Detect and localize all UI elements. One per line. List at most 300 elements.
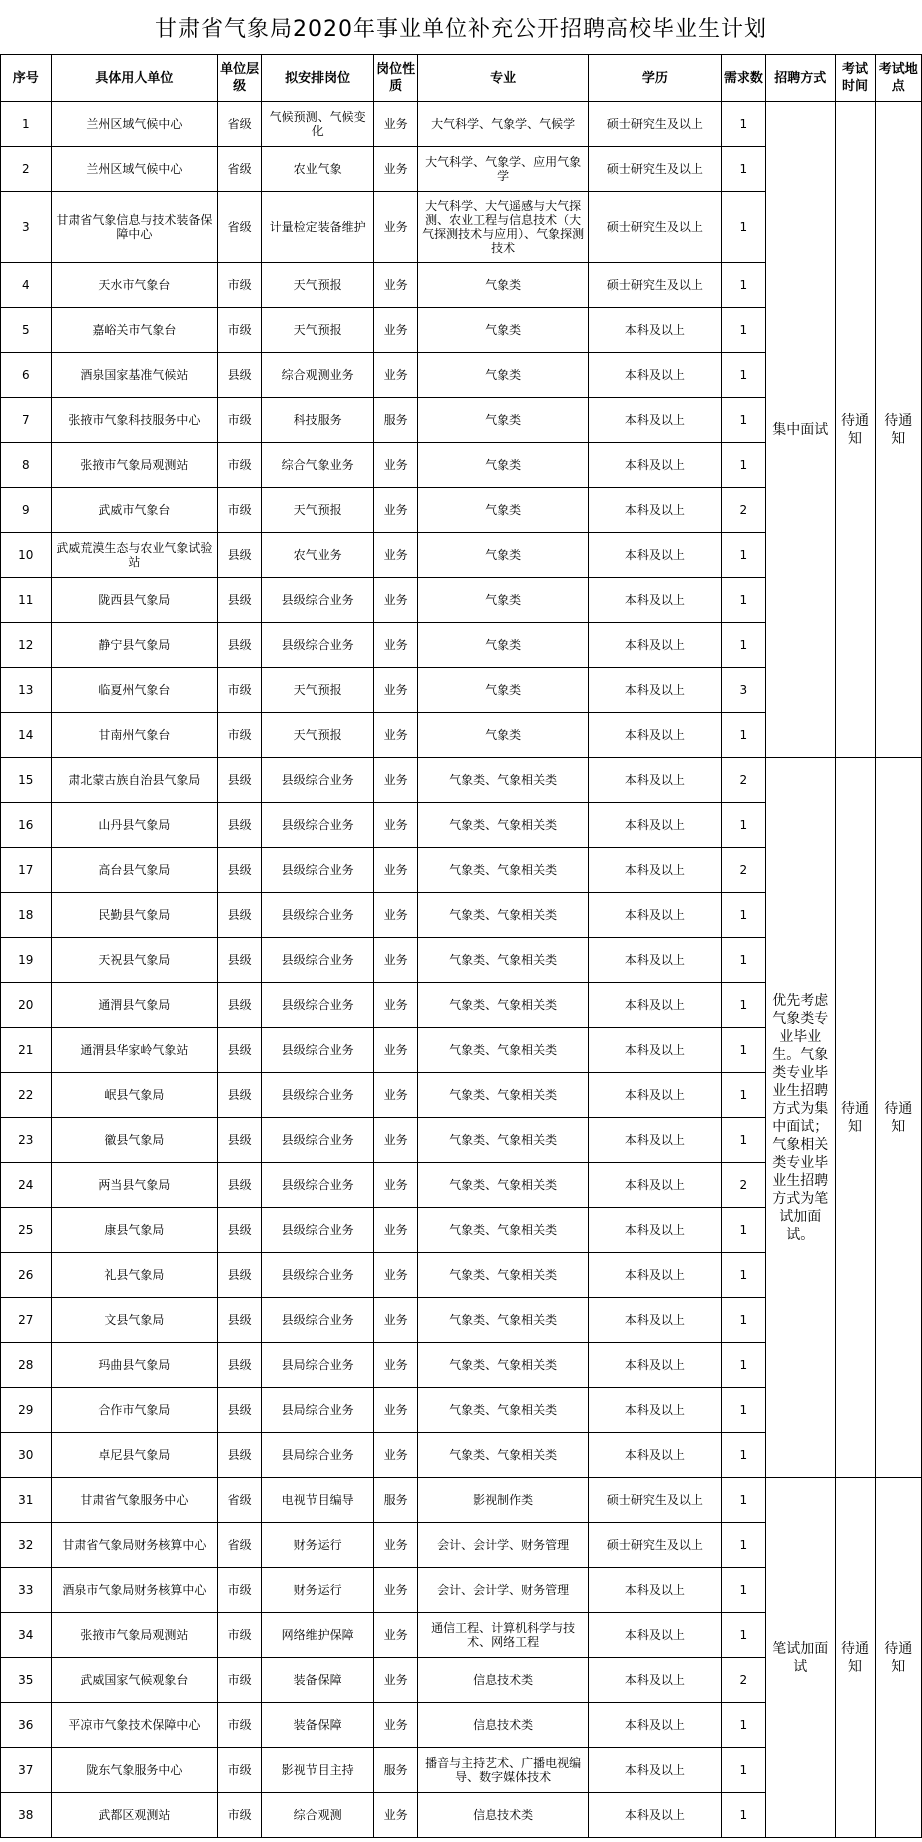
- cell-count: 1: [721, 983, 765, 1028]
- cell-count: 1: [721, 938, 765, 983]
- cell-education: 本科及以上: [588, 1433, 721, 1478]
- cell-major: 气象类、气象相关类: [418, 848, 589, 893]
- cell-education: 本科及以上: [588, 938, 721, 983]
- cell-no: 18: [1, 893, 52, 938]
- cell-education: 本科及以上: [588, 803, 721, 848]
- cell-count: 1: [721, 1253, 765, 1298]
- cell-post: 天气预报: [262, 713, 374, 758]
- cell-nature: 业务: [374, 1163, 418, 1208]
- cell-nature: 业务: [374, 848, 418, 893]
- cell-count: 1: [721, 893, 765, 938]
- cell-no: 10: [1, 533, 52, 578]
- cell-post: 网络维护保障: [262, 1613, 374, 1658]
- cell-education: 本科及以上: [588, 1568, 721, 1613]
- cell-major: 气象类、气象相关类: [418, 1253, 589, 1298]
- cell-no: 5: [1, 308, 52, 353]
- cell-unit: 高台县气象局: [51, 848, 217, 893]
- cell-count: 1: [721, 1118, 765, 1163]
- cell-unit: 嘉峪关市气象台: [51, 308, 217, 353]
- cell-education: 硕士研究生及以上: [588, 102, 721, 147]
- cell-major: 大气科学、气象学、气候学: [418, 102, 589, 147]
- cell-nature: 业务: [374, 1793, 418, 1838]
- cell-major: 气象类、气象相关类: [418, 1388, 589, 1433]
- cell-education: 硕士研究生及以上: [588, 1523, 721, 1568]
- cell-major: 气象类、气象相关类: [418, 893, 589, 938]
- cell-post: 县局综合业务: [262, 1388, 374, 1433]
- header-method: 招聘方式: [765, 55, 835, 102]
- cell-count: 2: [721, 1163, 765, 1208]
- cell-nature: 业务: [374, 803, 418, 848]
- page-title: 甘肃省气象局2020年事业单位补充公开招聘高校毕业生计划: [0, 0, 922, 55]
- cell-unit: 玛曲县气象局: [51, 1343, 217, 1388]
- cell-unit: 甘肃省气象信息与技术装备保障中心: [51, 192, 217, 263]
- cell-education: 本科及以上: [588, 1703, 721, 1748]
- cell-education: 硕士研究生及以上: [588, 1478, 721, 1523]
- cell-unit: 民勤县气象局: [51, 893, 217, 938]
- cell-education: 本科及以上: [588, 1298, 721, 1343]
- cell-unit: 岷县气象局: [51, 1073, 217, 1118]
- cell-unit: 酒泉国家基准气候站: [51, 353, 217, 398]
- cell-education: 本科及以上: [588, 1028, 721, 1073]
- cell-nature: 业务: [374, 668, 418, 713]
- header-unit: 具体用人单位: [51, 55, 217, 102]
- cell-post: 县级综合业务: [262, 1028, 374, 1073]
- cell-no: 9: [1, 488, 52, 533]
- cell-unit: 静宁县气象局: [51, 623, 217, 668]
- cell-no: 1: [1, 102, 52, 147]
- cell-nature: 业务: [374, 308, 418, 353]
- cell-nature: 业务: [374, 1703, 418, 1748]
- cell-major: 气象类、气象相关类: [418, 1298, 589, 1343]
- cell-level: 市级: [218, 1568, 262, 1613]
- cell-major: 气象类: [418, 488, 589, 533]
- cell-count: 1: [721, 1523, 765, 1568]
- cell-post: 县级综合业务: [262, 623, 374, 668]
- cell-no: 2: [1, 147, 52, 192]
- cell-post: 电视节目编导: [262, 1478, 374, 1523]
- cell-level: 县级: [218, 353, 262, 398]
- cell-unit: 天祝县气象局: [51, 938, 217, 983]
- cell-nature: 业务: [374, 1298, 418, 1343]
- cell-nature: 业务: [374, 1433, 418, 1478]
- cell-nature: 服务: [374, 398, 418, 443]
- cell-education: 本科及以上: [588, 1253, 721, 1298]
- cell-post: 农气业务: [262, 533, 374, 578]
- cell-unit: 武都区观测站: [51, 1793, 217, 1838]
- cell-unit: 通渭县气象局: [51, 983, 217, 1028]
- cell-post: 综合观测: [262, 1793, 374, 1838]
- cell-education: 本科及以上: [588, 1613, 721, 1658]
- header-post: 拟安排岗位: [262, 55, 374, 102]
- cell-post: 县级综合业务: [262, 1208, 374, 1253]
- cell-unit: 肃北蒙古族自治县气象局: [51, 758, 217, 803]
- table-row: [1, 1478, 922, 1523]
- header-no: 序号: [1, 55, 52, 102]
- cell-major: 气象类: [418, 533, 589, 578]
- cell-level: 县级: [218, 893, 262, 938]
- cell-count: 3: [721, 668, 765, 713]
- cell-unit: 山丹县气象局: [51, 803, 217, 848]
- cell-count: 1: [721, 1073, 765, 1118]
- table-body: [1, 102, 922, 1838]
- cell-education: 本科及以上: [588, 1793, 721, 1838]
- cell-nature: 业务: [374, 488, 418, 533]
- cell-exam-place: 待通知: [875, 758, 921, 1478]
- cell-no: 36: [1, 1703, 52, 1748]
- cell-level: 县级: [218, 758, 262, 803]
- cell-post: 天气预报: [262, 308, 374, 353]
- cell-post: 财务运行: [262, 1568, 374, 1613]
- cell-education: 本科及以上: [588, 1343, 721, 1388]
- cell-major: 气象类: [418, 578, 589, 623]
- cell-level: 县级: [218, 533, 262, 578]
- cell-count: 1: [721, 1568, 765, 1613]
- cell-major: 气象类、气象相关类: [418, 1208, 589, 1253]
- cell-count: 1: [721, 533, 765, 578]
- cell-post: 影视节目主持: [262, 1748, 374, 1793]
- cell-no: 7: [1, 398, 52, 443]
- cell-no: 14: [1, 713, 52, 758]
- cell-level: 县级: [218, 1388, 262, 1433]
- cell-count: 1: [721, 1028, 765, 1073]
- cell-unit: 文县气象局: [51, 1298, 217, 1343]
- cell-level: 市级: [218, 1703, 262, 1748]
- cell-unit: 武威荒漠生态与农业气象试验站: [51, 533, 217, 578]
- cell-count: 2: [721, 1658, 765, 1703]
- cell-no: 12: [1, 623, 52, 668]
- cell-education: 本科及以上: [588, 398, 721, 443]
- cell-major: 气象类: [418, 623, 589, 668]
- cell-major: 气象类、气象相关类: [418, 1118, 589, 1163]
- cell-no: 20: [1, 983, 52, 1028]
- cell-unit: 临夏州气象台: [51, 668, 217, 713]
- cell-no: 19: [1, 938, 52, 983]
- cell-major: 气象类、气象相关类: [418, 803, 589, 848]
- cell-count: 1: [721, 1793, 765, 1838]
- cell-major: 气象类: [418, 308, 589, 353]
- cell-nature: 业务: [374, 147, 418, 192]
- table-row: [1, 102, 922, 147]
- cell-method: 笔试加面试: [765, 1478, 835, 1838]
- cell-post: 县局综合业务: [262, 1433, 374, 1478]
- cell-no: 37: [1, 1748, 52, 1793]
- cell-unit: 张掖市气象科技服务中心: [51, 398, 217, 443]
- cell-no: 3: [1, 192, 52, 263]
- cell-education: 硕士研究生及以上: [588, 147, 721, 192]
- cell-count: 1: [721, 1613, 765, 1658]
- cell-level: 市级: [218, 1793, 262, 1838]
- cell-nature: 业务: [374, 533, 418, 578]
- cell-post: 县级综合业务: [262, 938, 374, 983]
- cell-no: 15: [1, 758, 52, 803]
- cell-nature: 业务: [374, 192, 418, 263]
- cell-unit: 张掖市气象局观测站: [51, 1613, 217, 1658]
- cell-unit: 徽县气象局: [51, 1118, 217, 1163]
- cell-level: 县级: [218, 578, 262, 623]
- cell-level: 省级: [218, 102, 262, 147]
- cell-nature: 业务: [374, 102, 418, 147]
- cell-no: 26: [1, 1253, 52, 1298]
- cell-nature: 业务: [374, 758, 418, 803]
- cell-post: 装备保障: [262, 1703, 374, 1748]
- cell-major: 气象类、气象相关类: [418, 1343, 589, 1388]
- cell-unit: 甘南州气象台: [51, 713, 217, 758]
- cell-level: 市级: [218, 398, 262, 443]
- cell-unit: 礼县气象局: [51, 1253, 217, 1298]
- cell-major: 气象类、气象相关类: [418, 983, 589, 1028]
- cell-no: 24: [1, 1163, 52, 1208]
- cell-major: 气象类: [418, 713, 589, 758]
- cell-post: 综合气象业务: [262, 443, 374, 488]
- table-row: [1, 758, 922, 803]
- header-level: 单位层级: [218, 55, 262, 102]
- cell-major: 播音与主持艺术、广播电视编导、数字媒体技术: [418, 1748, 589, 1793]
- cell-major: 气象类、气象相关类: [418, 1433, 589, 1478]
- cell-unit: 酒泉市气象局财务核算中心: [51, 1568, 217, 1613]
- cell-count: 1: [721, 147, 765, 192]
- cell-unit: 陇西县气象局: [51, 578, 217, 623]
- cell-education: 本科及以上: [588, 488, 721, 533]
- cell-level: 市级: [218, 668, 262, 713]
- cell-unit: 张掖市气象局观测站: [51, 443, 217, 488]
- cell-education: 本科及以上: [588, 668, 721, 713]
- cell-unit: 合作市气象局: [51, 1388, 217, 1433]
- cell-count: 2: [721, 848, 765, 893]
- cell-no: 11: [1, 578, 52, 623]
- cell-no: 28: [1, 1343, 52, 1388]
- cell-major: 信息技术类: [418, 1703, 589, 1748]
- cell-no: 30: [1, 1433, 52, 1478]
- cell-level: 县级: [218, 1343, 262, 1388]
- header-exam-time: 考试时间: [835, 55, 875, 102]
- cell-nature: 服务: [374, 1478, 418, 1523]
- cell-post: 县级综合业务: [262, 1298, 374, 1343]
- cell-post: 装备保障: [262, 1658, 374, 1703]
- cell-nature: 业务: [374, 1208, 418, 1253]
- cell-method: 集中面试: [765, 102, 835, 758]
- cell-no: 35: [1, 1658, 52, 1703]
- cell-unit: 武威市气象台: [51, 488, 217, 533]
- cell-count: 1: [721, 1343, 765, 1388]
- cell-post: 县级综合业务: [262, 1118, 374, 1163]
- cell-major: 气象类、气象相关类: [418, 938, 589, 983]
- cell-count: 1: [721, 443, 765, 488]
- cell-no: 17: [1, 848, 52, 893]
- cell-count: 1: [721, 102, 765, 147]
- header-nature: 岗位性质: [374, 55, 418, 102]
- cell-nature: 业务: [374, 623, 418, 668]
- cell-no: 16: [1, 803, 52, 848]
- cell-count: 1: [721, 1748, 765, 1793]
- cell-no: 32: [1, 1523, 52, 1568]
- cell-exam-time: 待通知: [835, 102, 875, 758]
- cell-education: 本科及以上: [588, 983, 721, 1028]
- cell-no: 34: [1, 1613, 52, 1658]
- cell-nature: 服务: [374, 1748, 418, 1793]
- cell-post: 县级综合业务: [262, 1253, 374, 1298]
- cell-major: 信息技术类: [418, 1793, 589, 1838]
- cell-education: 本科及以上: [588, 1163, 721, 1208]
- cell-no: 8: [1, 443, 52, 488]
- cell-level: 县级: [218, 938, 262, 983]
- cell-no: 27: [1, 1298, 52, 1343]
- cell-nature: 业务: [374, 1028, 418, 1073]
- cell-major: 气象类: [418, 443, 589, 488]
- cell-nature: 业务: [374, 1523, 418, 1568]
- cell-education: 本科及以上: [588, 1073, 721, 1118]
- cell-level: 县级: [218, 1433, 262, 1478]
- cell-post: 科技服务: [262, 398, 374, 443]
- cell-level: 市级: [218, 308, 262, 353]
- cell-count: 1: [721, 192, 765, 263]
- cell-count: 1: [721, 398, 765, 443]
- cell-exam-time: 待通知: [835, 1478, 875, 1838]
- cell-nature: 业务: [374, 1613, 418, 1658]
- cell-post: 县级综合业务: [262, 803, 374, 848]
- cell-no: 33: [1, 1568, 52, 1613]
- cell-unit: 甘肃省气象服务中心: [51, 1478, 217, 1523]
- cell-major: 大气科学、大气遥感与大气探测、农业工程与信息技术（大气探测技术与应用）、气象探测技术: [418, 192, 589, 263]
- cell-unit: 兰州区域气候中心: [51, 102, 217, 147]
- header-major: 专业: [418, 55, 589, 102]
- cell-count: 1: [721, 713, 765, 758]
- cell-major: 通信工程、计算机科学与技术、网络工程: [418, 1613, 589, 1658]
- cell-nature: 业务: [374, 1343, 418, 1388]
- cell-nature: 业务: [374, 983, 418, 1028]
- cell-unit: 甘肃省气象局财务核算中心: [51, 1523, 217, 1568]
- cell-unit: 兰州区域气候中心: [51, 147, 217, 192]
- cell-count: 1: [721, 1388, 765, 1433]
- cell-education: 本科及以上: [588, 353, 721, 398]
- cell-unit: 天水市气象台: [51, 263, 217, 308]
- cell-education: 本科及以上: [588, 623, 721, 668]
- cell-unit: 陇东气象服务中心: [51, 1748, 217, 1793]
- cell-nature: 业务: [374, 1073, 418, 1118]
- cell-major: 影视制作类: [418, 1478, 589, 1523]
- cell-post: 天气预报: [262, 668, 374, 713]
- cell-education: 本科及以上: [588, 893, 721, 938]
- cell-post: 农业气象: [262, 147, 374, 192]
- cell-major: 气象类: [418, 668, 589, 713]
- cell-exam-time: 待通知: [835, 758, 875, 1478]
- cell-education: 本科及以上: [588, 758, 721, 803]
- cell-unit: 平凉市气象技术保障中心: [51, 1703, 217, 1748]
- cell-level: 县级: [218, 1028, 262, 1073]
- cell-no: 31: [1, 1478, 52, 1523]
- cell-education: 本科及以上: [588, 1658, 721, 1703]
- cell-major: 会计、会计学、财务管理: [418, 1523, 589, 1568]
- cell-level: 省级: [218, 1478, 262, 1523]
- cell-count: 1: [721, 1703, 765, 1748]
- cell-major: 气象类: [418, 353, 589, 398]
- cell-level: 县级: [218, 1073, 262, 1118]
- cell-level: 市级: [218, 1748, 262, 1793]
- cell-level: 市级: [218, 1658, 262, 1703]
- cell-nature: 业务: [374, 1118, 418, 1163]
- cell-no: 23: [1, 1118, 52, 1163]
- cell-level: 县级: [218, 1253, 262, 1298]
- cell-education: 本科及以上: [588, 443, 721, 488]
- cell-nature: 业务: [374, 893, 418, 938]
- cell-unit: 康县气象局: [51, 1208, 217, 1253]
- cell-no: 29: [1, 1388, 52, 1433]
- cell-education: 本科及以上: [588, 1208, 721, 1253]
- cell-exam-place: 待通知: [875, 102, 921, 758]
- cell-nature: 业务: [374, 443, 418, 488]
- cell-post: 气候预测、气候变化: [262, 102, 374, 147]
- cell-major: 大气科学、气象学、应用气象学: [418, 147, 589, 192]
- cell-no: 22: [1, 1073, 52, 1118]
- cell-post: 县级综合业务: [262, 1163, 374, 1208]
- cell-post: 计量检定装备维护: [262, 192, 374, 263]
- cell-nature: 业务: [374, 713, 418, 758]
- cell-education: 本科及以上: [588, 713, 721, 758]
- cell-level: 县级: [218, 1298, 262, 1343]
- cell-no: 21: [1, 1028, 52, 1073]
- cell-level: 市级: [218, 263, 262, 308]
- cell-count: 1: [721, 308, 765, 353]
- cell-education: 本科及以上: [588, 1388, 721, 1433]
- cell-post: 综合观测业务: [262, 353, 374, 398]
- cell-unit: 通渭县华家岭气象站: [51, 1028, 217, 1073]
- cell-major: 会计、会计学、财务管理: [418, 1568, 589, 1613]
- cell-unit: 两当县气象局: [51, 1163, 217, 1208]
- cell-count: 1: [721, 1208, 765, 1253]
- cell-count: 2: [721, 488, 765, 533]
- cell-level: 市级: [218, 1613, 262, 1658]
- cell-method: 优先考虑气象类专业毕业生。气象类专业毕业生招聘方式为集中面试；气象相关类专业毕业生招聘方式为笔试加面试。: [765, 758, 835, 1478]
- cell-nature: 业务: [374, 1253, 418, 1298]
- cell-education: 本科及以上: [588, 578, 721, 623]
- cell-no: 4: [1, 263, 52, 308]
- cell-post: 县局综合业务: [262, 1343, 374, 1388]
- cell-post: 天气预报: [262, 263, 374, 308]
- cell-level: 市级: [218, 488, 262, 533]
- recruitment-table: [0, 54, 922, 1838]
- cell-major: 气象类: [418, 398, 589, 443]
- cell-education: 本科及以上: [588, 533, 721, 578]
- cell-nature: 业务: [374, 353, 418, 398]
- table-header-row: [1, 55, 922, 102]
- cell-nature: 业务: [374, 1568, 418, 1613]
- cell-level: 市级: [218, 443, 262, 488]
- cell-post: 县级综合业务: [262, 893, 374, 938]
- cell-count: 1: [721, 623, 765, 668]
- cell-major: 气象类、气象相关类: [418, 1163, 589, 1208]
- header-count: 需求数: [721, 55, 765, 102]
- cell-education: 硕士研究生及以上: [588, 192, 721, 263]
- cell-major: 气象类、气象相关类: [418, 1073, 589, 1118]
- cell-level: 县级: [218, 983, 262, 1028]
- cell-no: 6: [1, 353, 52, 398]
- cell-post: 县级综合业务: [262, 758, 374, 803]
- cell-no: 38: [1, 1793, 52, 1838]
- cell-post: 天气预报: [262, 488, 374, 533]
- cell-nature: 业务: [374, 1388, 418, 1433]
- cell-level: 市级: [218, 713, 262, 758]
- cell-level: 县级: [218, 1208, 262, 1253]
- cell-post: 县级综合业务: [262, 983, 374, 1028]
- cell-level: 省级: [218, 147, 262, 192]
- cell-count: 1: [721, 263, 765, 308]
- cell-nature: 业务: [374, 578, 418, 623]
- cell-education: 本科及以上: [588, 848, 721, 893]
- cell-level: 县级: [218, 623, 262, 668]
- cell-nature: 业务: [374, 1658, 418, 1703]
- cell-level: 省级: [218, 192, 262, 263]
- header-education: 学历: [588, 55, 721, 102]
- cell-post: 县级综合业务: [262, 578, 374, 623]
